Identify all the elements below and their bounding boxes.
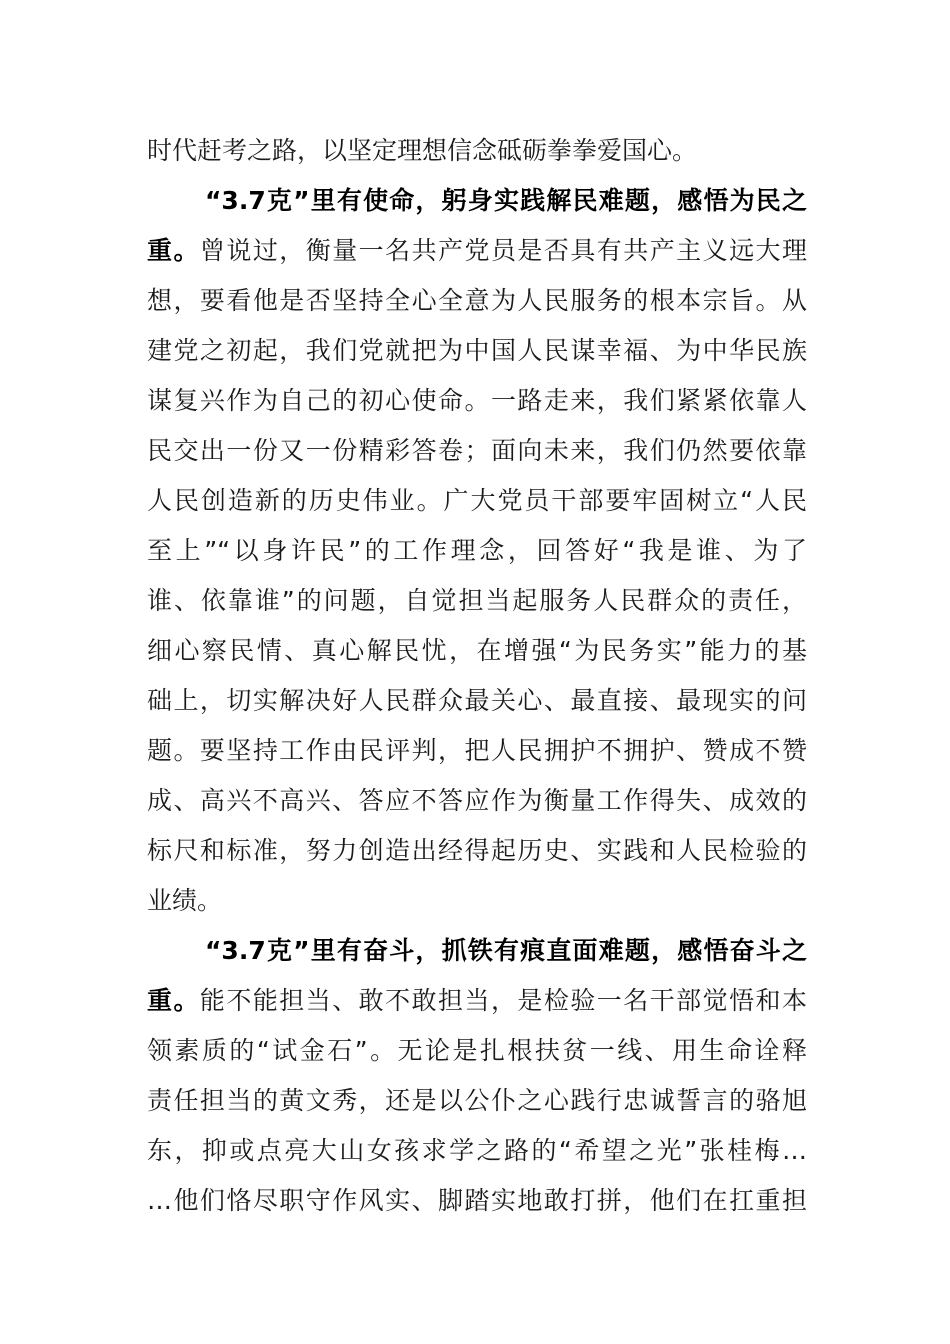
paragraph-line [147, 981, 807, 1021]
paragraph-line [147, 231, 807, 271]
paragraph-line: 题。要坚持工作由民评判，把人民拥护不拥护、赞成不赞 [147, 736, 807, 765]
paragraph-line: 想，要看他是否坚持全心全意为人民服务的根本宗旨。从 [147, 286, 807, 315]
paragraph-line: 成、高兴不高兴、答应不答应作为衡量工作得失、成效的 [147, 786, 807, 815]
paragraph-line: 谁、依靠谁”的问题，自觉担当起服务人民群众的责任， [147, 586, 807, 615]
section-heading-mission: “3.7克”里有使命，躬身实践解民难题，感悟为民之 [205, 186, 807, 215]
paragraph-line: 责任担当的黄文秀，还是以公仆之心践行忠诚誓言的骆旭 [147, 1086, 807, 1115]
paragraph-line: 人民创造新的历史伟业。广大党员干部要牢固树立“人民 [147, 486, 807, 515]
section-heading-struggle-end: 重。 [147, 986, 200, 1015]
paragraph-line: 标尺和标准，努力创造出经得起历史、实践和人民检验的 [147, 836, 807, 865]
paragraph-line: 领素质的“试金石”。无论是扎根扶贫一线、用生命诠释 [147, 1036, 807, 1065]
paragraph-line: …他们恪尽职守作风实、脚踏实地敢打拼，他们在扛重担 [147, 1186, 807, 1215]
paragraph-line: 时代赶考之路，以坚定理想信念砥砺拳拳爱国心。 [147, 136, 698, 165]
paragraph-text: 能不能担当、敢不敢担当，是检验一名干部觉悟和本 [199, 986, 807, 1015]
paragraph-line: 东，抑或点亮大山女孩求学之路的“希望之光”张桂梅… [147, 1136, 807, 1165]
section-heading-struggle: “3.7克”里有奋斗，抓铁有痕直面难题，感悟奋斗之 [205, 936, 807, 965]
paragraph-text: 曾说过，衡量一名共产党员是否具有共产主义远大理 [199, 236, 807, 265]
paragraph-line: 民交出一份又一份精彩答卷；面向未来，我们仍然要依靠 [147, 436, 807, 465]
paragraph-line: 谋复兴作为自己的初心使命。一路走来，我们紧紧依靠人 [147, 386, 807, 415]
paragraph-line: 建党之初起，我们党就把为中国人民谋幸福、为中华民族 [147, 336, 807, 365]
paragraph-line: 础上，切实解决好人民群众最关心、最直接、最现实的问 [147, 686, 807, 715]
paragraph-line: 细心察民情、真心解民忧，在增强“为民务实”能力的基 [147, 636, 807, 665]
section-heading-mission-end: 重。 [147, 236, 200, 265]
paragraph-line: 至上”“以身许民”的工作理念，回答好“我是谁、为了 [147, 536, 807, 565]
paragraph-line: 业绩。 [147, 886, 223, 915]
